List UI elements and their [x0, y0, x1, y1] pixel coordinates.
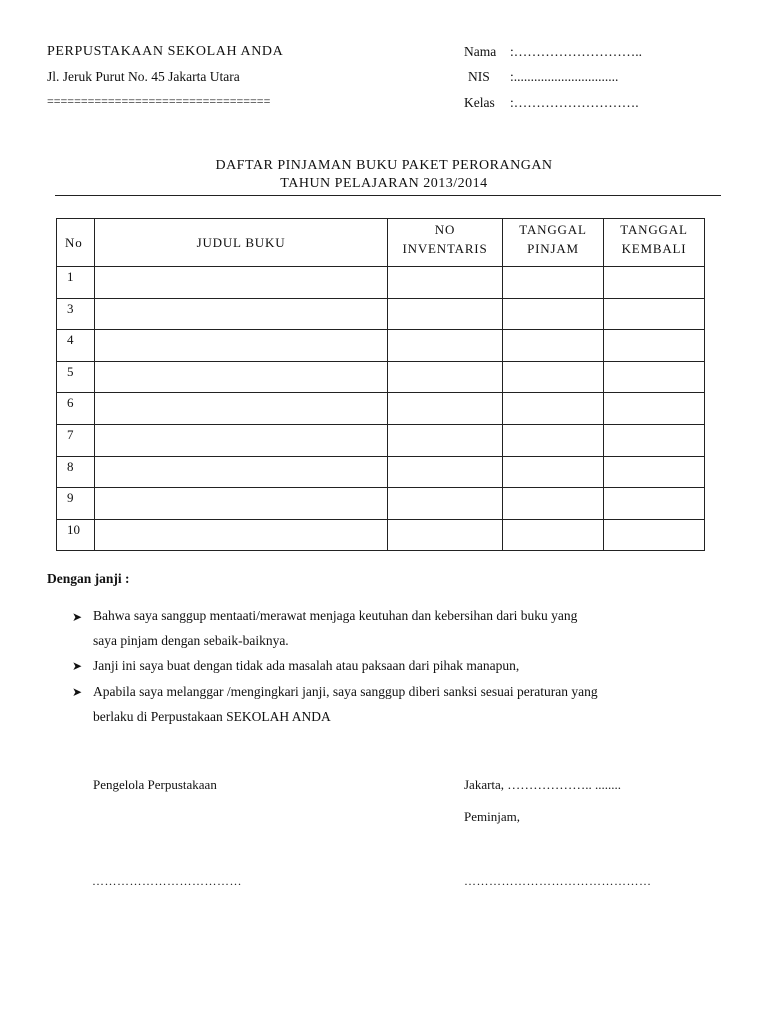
- table-row: [57, 424, 705, 456]
- row-number: 4: [57, 330, 95, 362]
- promise-item-1-line2: saya pinjam dengan sebaik-baiknya.: [93, 633, 289, 648]
- cell-judul-buku[interactable]: [95, 361, 388, 393]
- cell-tanggal-kembali[interactable]: [604, 424, 705, 456]
- arrow-bullet-icon: ➤: [72, 610, 83, 624]
- field-nis-value: :...............................: [510, 69, 619, 84]
- school-name: PERPUSTAKAAN SEKOLAH ANDA: [47, 44, 284, 59]
- cell-no-inventaris[interactable]: [388, 393, 503, 425]
- cell-no-inventaris[interactable]: [388, 519, 503, 551]
- loan-table: [56, 218, 705, 551]
- field-nama-value: :………………………..: [510, 44, 643, 59]
- signature-right-title: Peminjam,: [464, 809, 520, 824]
- arrow-bullet-icon: ➤: [72, 659, 83, 673]
- signature-left-title: Pengelola Perpustakaan: [93, 777, 217, 792]
- field-nama-label: Nama: [464, 44, 497, 59]
- row-number: 9: [57, 488, 95, 520]
- field-kelas-label: Kelas: [464, 95, 495, 110]
- cell-judul-buku[interactable]: [95, 488, 388, 520]
- row-number: 10: [57, 519, 95, 551]
- signature-place-date: Jakarta, ……………….. ........: [464, 777, 622, 792]
- table-row: [57, 519, 705, 551]
- cell-no-inventaris[interactable]: [388, 330, 503, 362]
- promise-label: Dengan janji :: [47, 571, 130, 586]
- cell-judul-buku[interactable]: [95, 267, 388, 299]
- table-row: [57, 330, 705, 362]
- table-row: [57, 456, 705, 488]
- cell-no-inventaris[interactable]: [388, 456, 503, 488]
- document-title: DAFTAR PINJAMAN BUKU PAKET PERORANGAN: [215, 158, 553, 173]
- cell-tanggal-pinjam[interactable]: [503, 519, 604, 551]
- cell-tanggal-kembali[interactable]: [604, 267, 705, 299]
- table-row: [57, 298, 705, 330]
- cell-judul-buku[interactable]: [95, 456, 388, 488]
- cell-tanggal-pinjam[interactable]: [503, 330, 604, 362]
- table-row: [57, 267, 705, 299]
- cell-tanggal-pinjam[interactable]: [503, 298, 604, 330]
- row-number: 5: [57, 361, 95, 393]
- row-number: 1: [57, 267, 95, 299]
- header-tanggal-pinjam: TANGGAL PINJAM: [503, 219, 604, 267]
- row-number: 7: [57, 424, 95, 456]
- cell-no-inventaris[interactable]: [388, 298, 503, 330]
- row-number: 3: [57, 298, 95, 330]
- cell-tanggal-kembali[interactable]: [604, 519, 705, 551]
- arrow-bullet-icon: ➤: [72, 685, 83, 699]
- cell-tanggal-kembali[interactable]: [604, 298, 705, 330]
- cell-tanggal-kembali[interactable]: [604, 456, 705, 488]
- promise-item-3-line1: Apabila saya melanggar /mengingkari janji, saya sanggup diberi sanksi sesuai peraturan yang: [93, 684, 598, 699]
- cell-judul-buku[interactable]: [95, 424, 388, 456]
- cell-tanggal-kembali[interactable]: [604, 393, 705, 425]
- cell-judul-buku[interactable]: [95, 330, 388, 362]
- row-number: 6: [57, 393, 95, 425]
- cell-tanggal-pinjam[interactable]: [503, 393, 604, 425]
- cell-tanggal-kembali[interactable]: [604, 488, 705, 520]
- cell-no-inventaris[interactable]: [388, 361, 503, 393]
- promise-item-1-line1: Bahwa saya sanggup mentaati/merawat menjaga keutuhan dan kebersihan dari buku yang: [93, 608, 578, 623]
- header-no-inventaris: NO INVENTARIS: [388, 219, 503, 267]
- cell-judul-buku[interactable]: [95, 393, 388, 425]
- signature-left-line: ………………………………: [92, 874, 242, 888]
- table-header-row: [57, 219, 705, 267]
- table-row: [57, 393, 705, 425]
- cell-tanggal-kembali[interactable]: [604, 330, 705, 362]
- cell-tanggal-kembali[interactable]: [604, 361, 705, 393]
- cell-judul-buku[interactable]: [95, 519, 388, 551]
- document-subtitle: TAHUN PELAJARAN 2013/2014: [280, 176, 488, 191]
- header-judul-buku: JUDUL BUKU: [95, 219, 388, 267]
- promise-item-3-line2: berlaku di Perpustakaan SEKOLAH ANDA: [93, 709, 331, 724]
- table-row: [57, 488, 705, 520]
- cell-no-inventaris[interactable]: [388, 267, 503, 299]
- header-no: No: [57, 219, 95, 267]
- table-row: [57, 361, 705, 393]
- cell-tanggal-pinjam[interactable]: [503, 424, 604, 456]
- school-address: Jl. Jeruk Purut No. 45 Jakarta Utara: [47, 69, 240, 84]
- cell-tanggal-pinjam[interactable]: [503, 267, 604, 299]
- cell-tanggal-pinjam[interactable]: [503, 456, 604, 488]
- header-separator: =================================: [47, 94, 271, 108]
- field-nis-label: NIS: [468, 69, 490, 84]
- cell-tanggal-pinjam[interactable]: [503, 361, 604, 393]
- signature-right-line: ………………………………………: [464, 874, 652, 888]
- title-underline: [55, 195, 721, 196]
- cell-tanggal-pinjam[interactable]: [503, 488, 604, 520]
- cell-no-inventaris[interactable]: [388, 488, 503, 520]
- field-kelas-value: :……………………….: [510, 95, 639, 110]
- cell-no-inventaris[interactable]: [388, 424, 503, 456]
- promise-item-2-line1: Janji ini saya buat dengan tidak ada masalah atau paksaan dari pihak manapun,: [93, 658, 520, 673]
- header-tanggal-kembali: TANGGAL KEMBALI: [604, 219, 705, 267]
- cell-judul-buku[interactable]: [95, 298, 388, 330]
- row-number: 8: [57, 456, 95, 488]
